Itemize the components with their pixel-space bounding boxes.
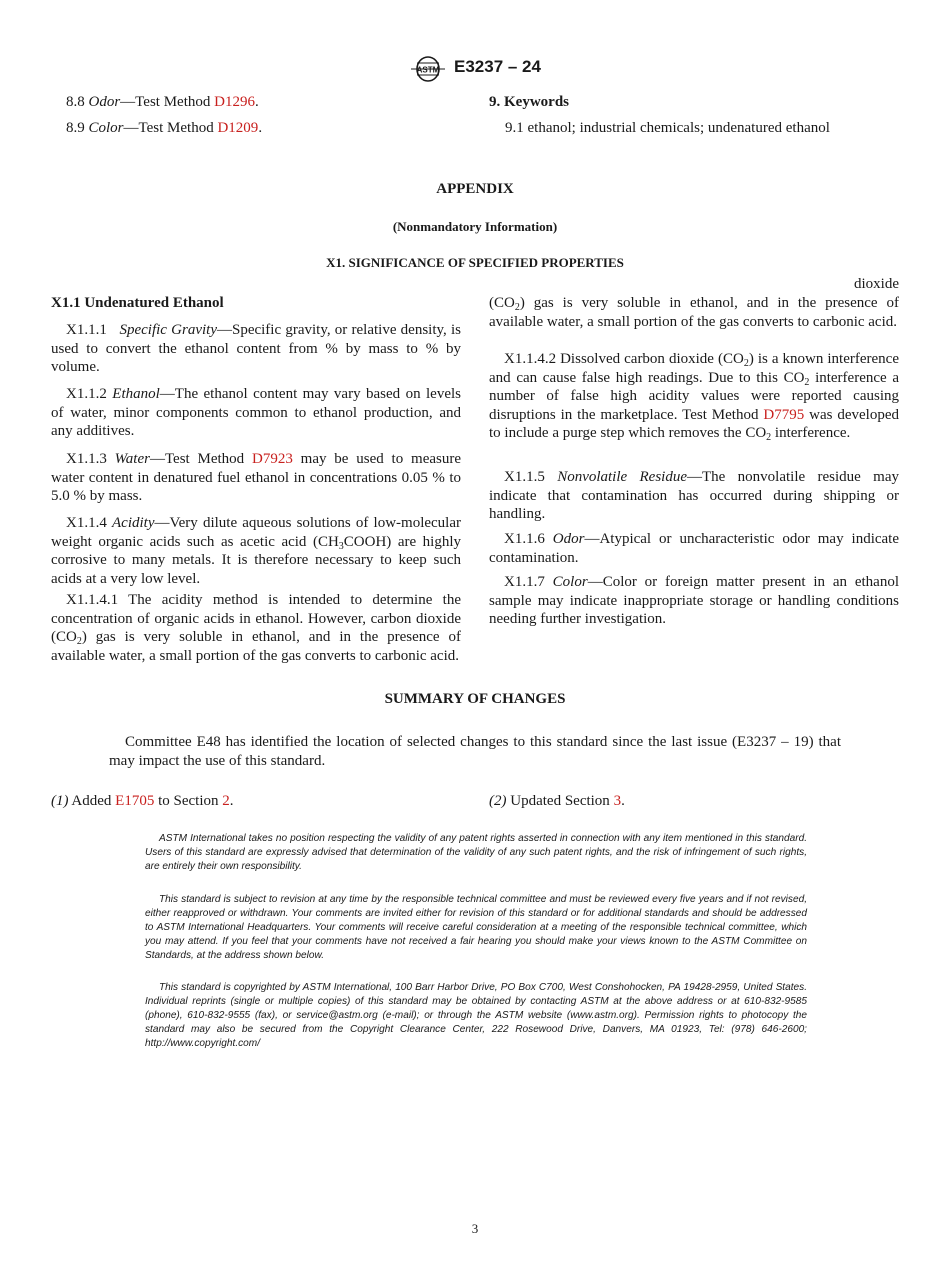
paragraph-x1-1-4-1-part2: dioxide $(CO_2)$ gas is very soluble in ethanol, and in the presence of available water, a small portion of the gas converts to carbonic acid. [489, 276, 899, 330]
paragraph-x1-1-1: X1.1.1 Specific Gravity—Specific gravity, or relative density, is used to convert the ethanol content from % by mass to % by volume. [51, 322, 462, 376]
patent-notice: ASTM International takes no position respecting the validity of any patent rights asserted in connection with any item mentioned in this standard. Users of this standard are expressly advised that determination of the validity of any such patent rights, and the risk of infringement of such rights, are entirely their own responsibility. [145, 833, 807, 872]
appendix-subtitle: (Nonmandatory Information) [392, 219, 558, 234]
appendix-title: APPENDIX [436, 181, 514, 197]
ref-link-d7923[interactable]: D7923 [252, 451, 293, 467]
ref-link-section-2[interactable]: 2 [222, 793, 230, 809]
ref-link-d7795[interactable]: D7795 [763, 406, 805, 423]
paragraph-x1-1-4: X1.1.4 Acidity—Very dilute aqueous solutions of low-molecular weight organic acids such as acetic acid $(CH_3COOH)$ are highly corrosive to many metals. It is therefore necessary to keep such acids at a very low level. [51, 515, 462, 587]
standard-designation: E3237 – 24 [454, 57, 541, 76]
summary-title: SUMMARY OF CHANGES [384, 691, 566, 707]
paragraph-x1-1-6: X1.1.6 Odor—Atypical or uncharacteristic odor may indicate contamination. [489, 531, 899, 566]
paragraph-x1-1-4-1-part1: X1.1.4.1 The acidity method is intended to determine the concentration of organic acids in ethanol. However, carbon dioxide $(CO_2)$ gas is very soluble in ethanol, and in the presence of available water, a small portion of the gas converts to carbonic acid. [51, 592, 461, 664]
paragraph-8-8: 8.8 Odor—Test Method D1296. [66, 94, 259, 110]
paragraph-9-1: 9.1 ethanol; industrial chemicals; undenatured ethanol [505, 120, 830, 136]
ref-link-d1209[interactable]: D1209 [217, 120, 259, 136]
summary-intro: Committee E48 has identified the location of selected changes to this standard since the last issue (E3237 – 19) that may impact the use of this standard. [109, 734, 841, 769]
page-number: 3 [471, 1221, 479, 1236]
paragraph-x1-1-7: X1.1.7 Color—Color or foreign matter present in an ethanol sample may indicate inappropriate storage or handling conditions needing further investigation. [489, 574, 899, 628]
change-item-2: (2) Updated Section 3. [489, 793, 625, 809]
paragraph-x1-1-2: X1.1.2 Ethanol—The ethanol content may vary based on levels of water, minor components common to ethanol production, and any additives. [51, 386, 462, 440]
copyright-notice: This standard is copyrighted by ASTM International, 100 Barr Harbor Drive, PO Box C700, West Conshohocken, PA 19428-2959, United States. Individual reprints (single or multiple copies) of this standard may be obtained by contacting ASTM at the above address or at 610-832-9585 (phone), 610-832-9555 (fax), or service@astm.org (e-mail); or through the ASTM website (www.astm.org). Permission rights to photocopy the standard may also be secured from the Copyright Clearance Center, 222 Rosewood Drive, Danvers, MA 01923, Tel: (978) 646-2600; http://www.copyright.com/ [145, 982, 807, 1049]
paragraph-8-9: 8.9 Color—Test Method D1209. [66, 120, 263, 136]
astm-logo-icon [409, 56, 447, 82]
ref-link-d1296[interactable]: D1296 [214, 94, 255, 110]
ref-link-e1705[interactable]: E1705 [115, 793, 155, 809]
paragraph-x1-1-3: X1.1.3 Water—Test Method D7923 may be used to measure water content in denatured fuel ethanol in concentrations 0.05 % to 5.0 % by mass. [51, 451, 461, 505]
x1-1-heading: X1.1 Undenatured Ethanol [51, 295, 224, 311]
x1-title: X1. SIGNIFICANCE OF SPECIFIED PROPERTIES [326, 255, 624, 270]
ref-link-section-3[interactable]: 3 [613, 793, 622, 809]
page-header [0, 56, 950, 82]
section-9-heading: 9. Keywords [489, 94, 569, 110]
change-item-1: (1) Added E1705 to Section 2. [51, 793, 234, 809]
revision-notice: This standard is subject to revision at any time by the responsible technical committee and must be reviewed every five years and if not revised, either reapproved or withdrawn. Your comments are invited either for revision of this standard or for additional standards and should be addressed to ASTM International Headquarters. Your comments will receive careful consideration at a meeting of the responsible technical committee, which you may attend. If you feel that your comments have not received a fair hearing you should make your views known to the ASTM Committee on Standards, at the address shown below. [145, 894, 807, 961]
paragraph-x1-1-5: X1.1.5 Nonvolatile Residue—The nonvolatile residue may indicate that contamination has occurred during shipping or handling. [489, 469, 899, 523]
paragraph-x1-1-4-2: X1.1.4.2 Dissolved carbon dioxide $(CO_2)$ is a known interference and can cause false high readings. Due to this $CO_2$ interference a number of false high acidity values were reported causing disruptions in the marketplace. Test Method D7795 was developed to include a purge step which removes the $CO_2$ interference. [489, 351, 899, 444]
svg-text:ASTM: ASTM [416, 65, 440, 75]
